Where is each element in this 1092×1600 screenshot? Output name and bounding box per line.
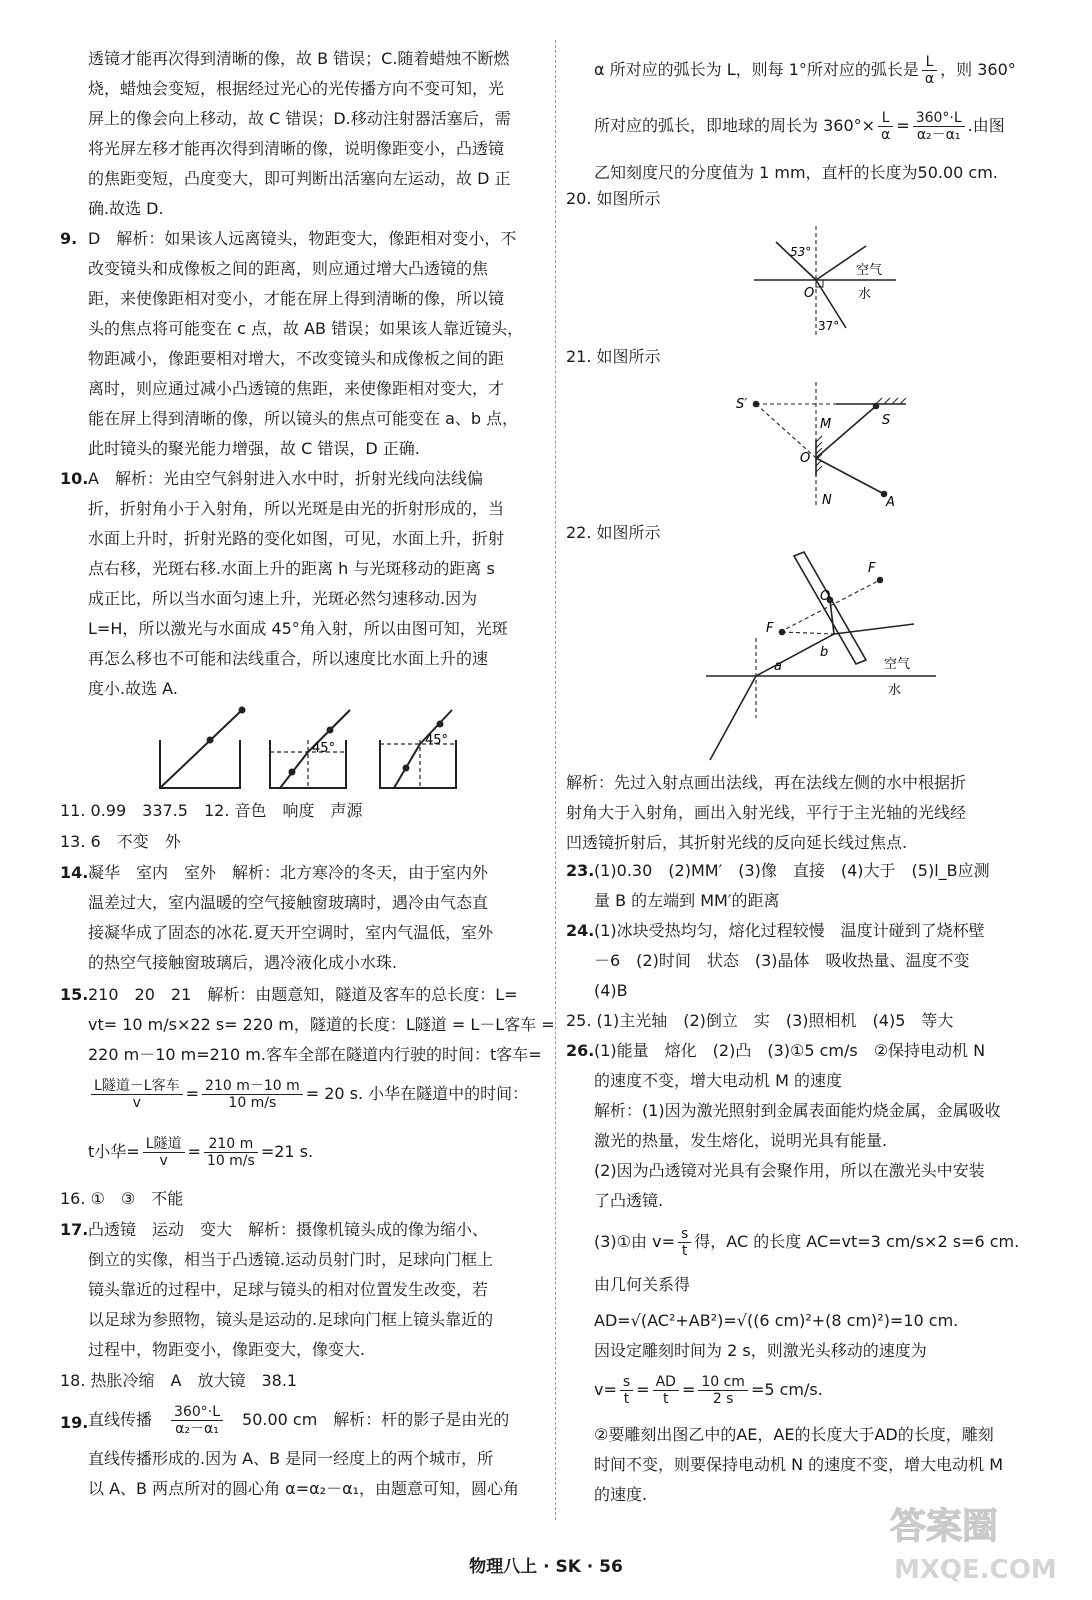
q15-fraction-4: $\frac{210 m}{10 m/s}$ bbox=[204, 1136, 258, 1169]
q26-part3-2: ②要雕刻出图乙中的AE，AE的长度大于AD的长度，雕刻 时间不变，则要保持电动机 N 的速度不变，增大电动机 M 的速度. bbox=[594, 1425, 1004, 1504]
q26-v-fraction-1: $\frac{s}{t}$ bbox=[620, 1374, 633, 1407]
q19-line-1: 直线传播 $\frac{360^\circ\cdot L}{\text{α₂－α₁}}$ 50.00 cm 解析：杆的影子是由光的 bbox=[88, 1404, 510, 1437]
q15-line-3: 220 m－10 m=210 m.客车全部在隧道内行驶的时间：t客车= bbox=[88, 1045, 542, 1064]
q26-text: (1)能量 熔化 (2)凸 (3)①5 cm/s ②保持电动机 N 的速度不变，增大电动机 M 的速度 解析：(1)因为激光照射到金属表面能灼烧金属，金属吸收 激光的热量，发生熔化，说明光具有能量. (2)因为凸透镜对光具有会聚作用，所以在激光头中安装 了凸透镜. bbox=[594, 1041, 1001, 1210]
q21-point-n: N bbox=[822, 493, 832, 508]
q20-water-label: 水 bbox=[858, 287, 872, 302]
q18: 18. 热胀冷缩 A 放大镜 38.1 bbox=[60, 1371, 298, 1390]
q14-text: 凝华 室内 室外 解析：北方寒冷的冬天，由于室内外 温差过大，室内温暖的空气接触窗玻璃时，遇冷由气态直 接凝华成了固态的冰花.夏天开空调时，室内气温低，室外 的热空气接触窗玻璃后，遇冷液化成小水珠. bbox=[88, 863, 494, 972]
q21-point-s-prime: S′ bbox=[736, 397, 748, 412]
page-footer: 物理八上 · SK · 56 bbox=[469, 1557, 623, 1577]
q22-figure bbox=[696, 548, 946, 764]
svg-text:MXQE.COM: MXQE.COM bbox=[894, 1555, 1057, 1585]
q21-point-a: A bbox=[886, 495, 895, 510]
q22-ray-a: a bbox=[774, 659, 782, 674]
q14-number: 14. bbox=[60, 863, 89, 882]
q20-figure bbox=[746, 224, 906, 340]
q21: 21. 如图所示 bbox=[566, 347, 661, 366]
q22: 22. 如图所示 bbox=[566, 523, 661, 542]
q26-geometry: 由几何关系得 bbox=[594, 1275, 691, 1294]
watermark-logo bbox=[880, 1490, 1080, 1590]
q16: 16. ① ③ 不能 bbox=[60, 1189, 184, 1208]
q10-diagram-1 bbox=[160, 708, 245, 789]
q22-focus-left: F bbox=[766, 621, 774, 636]
q26-number: 26. bbox=[566, 1041, 595, 1060]
q13: 13. 6 不变 外 bbox=[60, 832, 181, 851]
q21-point-s: S bbox=[882, 413, 891, 428]
q15-line-1: 210 20 21 解析：由题意知，隧道及客车的总长度：L= bbox=[88, 985, 518, 1004]
q10-text: A 解析：光由空气斜射进入水中时，折射光线向法线偏 折，折射角小于入射角，所以光斑是由光的折射形成的，当 水面上升时，折射光路的变化如图，可见，水面上升，折射 点右移，光斑右移.水面上升的距离 h 与光斑移动的距离 s 成正比，所以当水面匀速上升，光斑必然匀速移动.因为 L=H，所以激光与水面成 45°角入射，所以由图可知，光斑 再怎么移也不可能和法线重合，所以速度比水面上升的速 度小.故选 A. bbox=[88, 469, 508, 698]
q19-number: 19. bbox=[60, 1413, 89, 1432]
q17-number: 17. bbox=[60, 1220, 89, 1239]
q22-point-o: O bbox=[820, 589, 831, 604]
q17-text: 凸透镜 运动 变大 解析：摄像机镜头成的像为缩小、 倒立的实像，相当于凸透镜.运动员射门时，足球向门框上 镜头靠近的过程中，足球与镜头的相对位置发生改变，若 以足球为参照物，镜头是运动的.足球向门框上镜头靠近的 过程中，物距变小，像距变大，像变大. bbox=[88, 1220, 494, 1359]
q26-ad-formula: AD=√(AC²+AB²)=√((6 cm)²+(8 cm)²)=10 cm. bbox=[594, 1311, 959, 1330]
q22-air-label: 空气 bbox=[884, 657, 911, 672]
q22-explanation: 解析：先过入射点画出法线，再在法线左侧的水中根据折 射角大于入射角，画出入射光线，平行于主光轴的光线经 凹透镜折射后，其折射光线的反向延长线过焦点. bbox=[566, 773, 967, 852]
q10-diagram-3 bbox=[380, 710, 456, 788]
column-divider bbox=[555, 40, 556, 1520]
q15-line-2: vt= 10 m/s×22 s= 220 m，隧道的长度：L隧道 = L－L客车 = bbox=[88, 1015, 555, 1034]
q20-angle-53: 53° bbox=[790, 245, 812, 259]
q19-fraction: $\frac{360^\circ\cdot L}{\text{α₂－α₁}}$ bbox=[171, 1404, 223, 1437]
q19-right-line-1: α 所对应的弧长为 L，则每 1°所对应的弧长是 $\frac{L}{\alpha}$ ，则 360° bbox=[594, 54, 1016, 87]
q10-number: 10. bbox=[60, 469, 89, 488]
q19-right-line-3: 乙知刻度尺的分度值为 1 mm，直杆的长度为50.00 cm. bbox=[594, 163, 998, 182]
q20-air-label: 空气 bbox=[856, 263, 883, 278]
q20-angle-37: 37° bbox=[818, 319, 840, 333]
q9-text: D 解析：如果该人远离镜头，物距变大，像距相对变小，不 改变镜头和成像板之间的距离，则应通过增大凸透镜的焦 距，来使像距相对变小，才能在屏上得到清晰的像，所以镜 头的焦点将可能变在 c 点，故 AB 错误；如果该人靠近镜头， 物距减小，像距要相对增大，不改变镜头和成像板之间的距 离时，则应通过减小凸透镜的焦距，来使像距相对变大，才 能在屏上得到清晰的像，所以镜头的焦点可能变在 a、b 点， 此时镜头的聚光能力增强，故 C 错误，D 正确. bbox=[88, 229, 524, 458]
q15-line-4: $\frac{\text{L隧道－L客车}}{v}$ = $\frac{210 m-10 m}{10 m/s}$ = 20 s. 小华在隧道中的时间： bbox=[88, 1074, 528, 1114]
r1-fraction: $\frac{L}{\alpha}$ bbox=[922, 54, 937, 87]
q26-fraction-s-t: $\frac{s}{t}$ bbox=[678, 1226, 691, 1259]
q26-v-fraction-3: $\frac{10 cm}{2 s}$ bbox=[698, 1374, 748, 1407]
q21-figure bbox=[736, 376, 916, 510]
q15-fraction-1: $\frac{\text{L隧道－L客车}}{v}$ bbox=[91, 1078, 183, 1111]
q26-v-fraction-2: $\frac{AD}{t}$ bbox=[653, 1374, 679, 1407]
q22-focus-right: F bbox=[868, 561, 876, 576]
q10-angle-label-2: 45° bbox=[425, 733, 449, 748]
q19-right-line-2: 所对应的弧长，即地球的周长为 360°× $\frac{L}{\alpha}$ = $\frac{360^\circ\cdot L}{\text{α₂－α₁}}$ .由图 bbox=[594, 110, 1005, 143]
q23-number: 23. bbox=[566, 861, 595, 880]
q26-velocity: v= $\frac{s}{t}$ = $\frac{AD}{t}$ = $\frac{10 cm}{2 s}$ =5 cm/s. bbox=[594, 1374, 823, 1407]
q15-line-5: t小华= $\frac{\text{L隧道}}{v}$ = $\frac{210 m}{10 m/s}$ =21 s. bbox=[88, 1136, 314, 1169]
q22-water-label: 水 bbox=[888, 683, 902, 698]
r2-fraction-1: $\frac{L}{\alpha}$ bbox=[878, 110, 893, 143]
q10-angle-label-1: 45° bbox=[312, 741, 336, 756]
q15-number: 15. bbox=[60, 985, 89, 1004]
q25: 25. (1)主光轴 (2)倒立 实 (3)照相机 (4)5 等大 bbox=[566, 1011, 954, 1030]
q15-fraction-2: $\frac{210 m-10 m}{10 m/s}$ bbox=[202, 1078, 303, 1111]
q19-text: 直线传播形成的.因为 A、B 是同一经度上的两个城市，所 以 A、B 两点所对的圆心角 α=α₂－α₁，由题意可知，圆心角 bbox=[88, 1449, 520, 1498]
q20-point-o: O bbox=[804, 286, 815, 301]
q10-diagram-2 bbox=[270, 710, 350, 788]
q8-continuation: 透镜才能再次得到清晰的像，故 B 错误；C.随着蜡烛不断燃 烧，蜡烛会变短，根据经过光心的光传播方向不变可知，光 屏上的像会向上移动，故 C 错误；D.移动注射器活塞后，需 将光屏左移才能再次得到清晰的像，说明像距变小，凸透镜 的焦距变短，凸度变大，即可判断出活塞向左运动，故 D 正 确.故选 D. bbox=[88, 49, 511, 218]
q9-number: 9. bbox=[60, 229, 78, 248]
q20: 20. 如图所示 bbox=[566, 189, 661, 208]
q26-time: 因设定雕刻时间为 2 s，则激光头移动的速度为 bbox=[594, 1341, 927, 1360]
q10-figure bbox=[150, 700, 480, 796]
r2-fraction-2: $\frac{360^\circ\cdot L}{\text{α₂－α₁}}$ bbox=[913, 110, 965, 143]
q22-ray-b: b bbox=[820, 645, 829, 660]
q23-text: (1)0.30 (2)MM′ (3)像 直接 (4)大于 (5)l_B应测 量 B 的左端到 MM′的距离 bbox=[594, 861, 990, 910]
svg-text:答案圈: 答案圈 bbox=[890, 1506, 999, 1547]
q24-number: 24. bbox=[566, 921, 595, 940]
q21-point-m: M bbox=[820, 417, 832, 432]
q11-q12: 11. 0.99 337.5 12. 音色 响度 声源 bbox=[60, 801, 363, 820]
q21-point-o: O bbox=[800, 451, 811, 466]
q15-fraction-3: $\frac{\text{L隧道}}{v}$ bbox=[143, 1136, 185, 1169]
q24-text: (1)冰块受热均匀，熔化过程较慢 温度计碰到了烧杯壁 －6 (2)时间 状态 (3)晶体 吸收热量、温度不变 (4)B bbox=[594, 921, 985, 1000]
q26-part3-line: (3)①由 v= $\frac{s}{t}$ 得，AC 的长度 AC=vt=3 cm/s×2 s=6 cm. bbox=[594, 1226, 1020, 1259]
